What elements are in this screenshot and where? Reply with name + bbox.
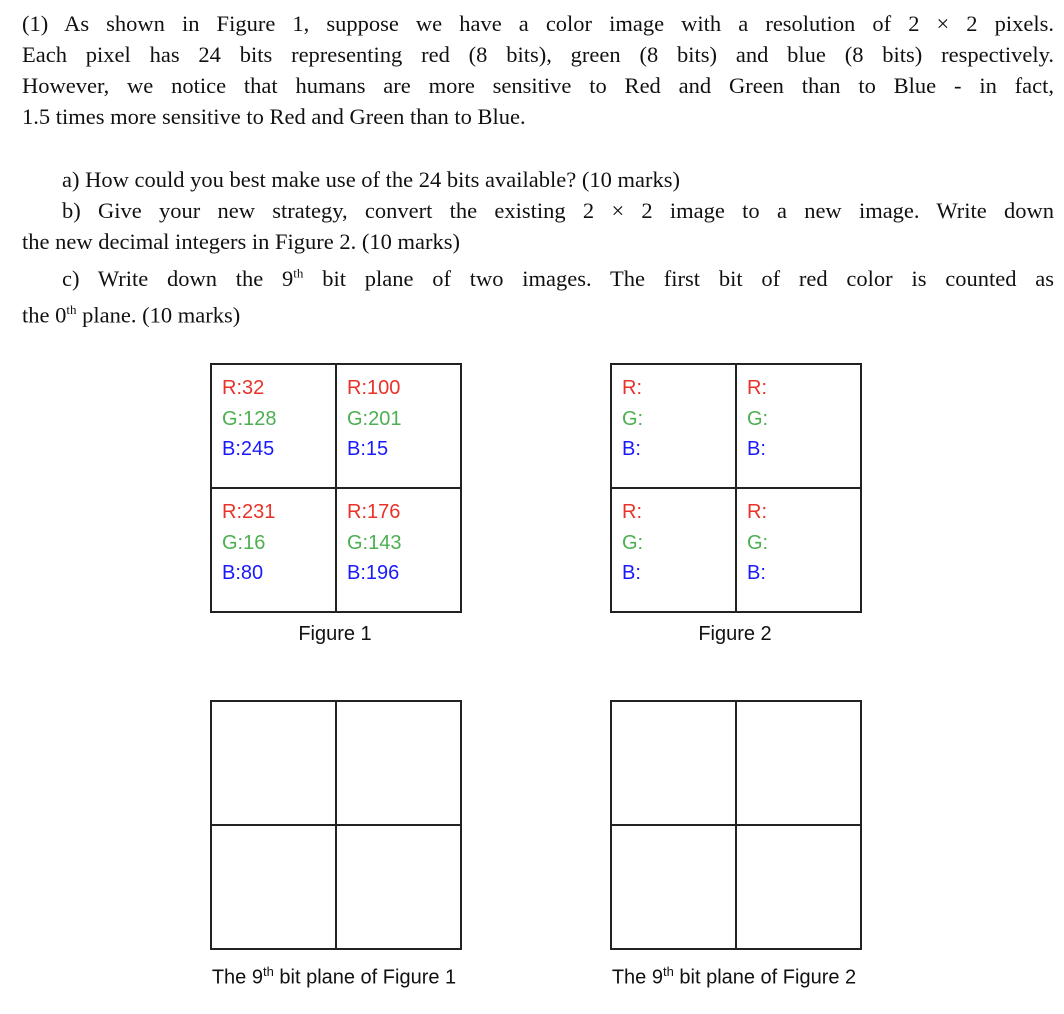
text: the 0 bbox=[22, 302, 67, 327]
pixel-cell bbox=[611, 488, 736, 612]
text: The 9 bbox=[211, 966, 263, 989]
pixel-cell bbox=[611, 364, 736, 488]
grid-cell bbox=[336, 825, 461, 949]
superscript: th bbox=[293, 265, 304, 280]
blue-value: B:80 bbox=[222, 562, 264, 584]
pixel-cell bbox=[211, 364, 336, 488]
question-b-cont: the new decimal integers in Figure 2. (10 marks) bbox=[22, 229, 461, 254]
pixel-cell bbox=[736, 488, 861, 612]
bit-plane-1-caption bbox=[212, 964, 456, 990]
figure-2-caption: Figure 2 bbox=[698, 623, 772, 645]
grid-cell bbox=[611, 825, 736, 949]
pixel-cell bbox=[336, 488, 461, 612]
questions bbox=[22, 164, 1054, 330]
blue-value: B: bbox=[622, 438, 641, 460]
figure-1-grid bbox=[210, 363, 462, 613]
grid-cell bbox=[736, 701, 861, 825]
intro-paragraph bbox=[22, 8, 1054, 132]
blue-value: B: bbox=[747, 438, 766, 460]
green-value: G: bbox=[622, 531, 644, 554]
bit-plane-2-caption bbox=[612, 964, 856, 990]
intro-line: Each pixel has 24 bits representing red (8 bits), green (8 bits) and blue (8 bits) respectively. bbox=[22, 42, 1054, 67]
pixel-cell bbox=[336, 364, 461, 488]
question-b: b) Give your new strategy, convert the existing 2 × 2 image to a new image. Write down bbox=[62, 198, 1054, 223]
green-value: G: bbox=[747, 407, 769, 430]
blue-value: B:245 bbox=[222, 438, 275, 460]
red-value: R:100 bbox=[347, 377, 401, 399]
intro-line: 1.5 times more sensitive to Red and Green than to Blue. bbox=[22, 104, 526, 129]
blue-value: B: bbox=[747, 562, 766, 584]
red-value: R: bbox=[747, 501, 767, 523]
intro-line: However, we notice that humans are more sensitive to Red and Green than to Blue - in fact, bbox=[22, 73, 1054, 98]
superscript: th bbox=[66, 301, 77, 317]
bit-plane-1-grid bbox=[210, 700, 462, 950]
blue-value: B:196 bbox=[347, 562, 400, 584]
pixel-cell bbox=[211, 488, 336, 612]
red-value: R: bbox=[622, 501, 642, 523]
text: bit plane of Figure 1 bbox=[273, 966, 457, 989]
text: bit plane of Figure 2 bbox=[673, 966, 857, 989]
figure-1-caption: Figure 1 bbox=[298, 623, 372, 645]
grid-cell bbox=[336, 701, 461, 825]
blue-value: B: bbox=[622, 562, 641, 584]
green-value: G:16 bbox=[222, 531, 266, 554]
red-value: R:32 bbox=[222, 377, 265, 399]
green-value: G: bbox=[747, 531, 769, 554]
text: bit plane of two images. The first bit of red color is counted as bbox=[303, 265, 1054, 291]
grid-cell bbox=[211, 701, 336, 825]
superscript: th bbox=[662, 964, 674, 979]
red-value: R: bbox=[622, 377, 642, 399]
green-value: G:128 bbox=[222, 407, 277, 430]
text: The 9 bbox=[611, 966, 663, 989]
text: plane. (10 marks) bbox=[76, 302, 241, 327]
grid-cell bbox=[611, 701, 736, 825]
intro-line: (1) As shown in Figure 1, suppose we have a color image with a resolution of 2 × 2 pixels. bbox=[22, 11, 1054, 36]
red-value: R:176 bbox=[347, 501, 401, 523]
question-c-cont bbox=[22, 294, 1054, 331]
pixel-cell bbox=[736, 364, 861, 488]
question-a: a) How could you best make use of the 24 bits available? (10 marks) bbox=[62, 167, 680, 192]
grid-cell bbox=[211, 825, 336, 949]
green-value: G:201 bbox=[347, 407, 402, 430]
blue-value: B:15 bbox=[347, 438, 389, 460]
text: c) Write down the 9 bbox=[62, 265, 294, 291]
superscript: th bbox=[262, 964, 274, 979]
green-value: G:143 bbox=[347, 531, 402, 554]
green-value: G: bbox=[622, 407, 644, 430]
red-value: R: bbox=[747, 377, 767, 399]
figure-2-grid bbox=[610, 363, 862, 613]
red-value: R:231 bbox=[222, 501, 276, 523]
grid-cell bbox=[736, 825, 861, 949]
bit-plane-2-grid bbox=[610, 700, 862, 950]
question-c bbox=[22, 257, 1054, 294]
